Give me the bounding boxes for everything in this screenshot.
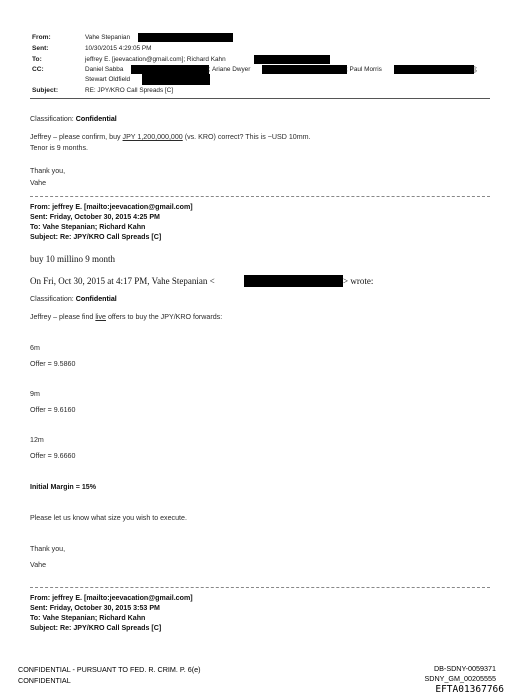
confirm-text: Jeffrey – please confirm, buy <box>30 133 123 141</box>
classification-value: Confidential <box>75 295 117 303</box>
bates-number-efta: EFTA01367766 <box>435 684 504 695</box>
forward-from: From: jeffrey E. [mailto:jeevacation@gmail.com] <box>30 594 193 602</box>
message-divider <box>30 587 490 588</box>
classification-label: Classification: <box>30 295 74 303</box>
offer-tenor: 6m <box>30 344 40 352</box>
sent-value: 10/30/2015 4:29:05 PM <box>85 45 152 52</box>
redaction-bar <box>254 55 330 64</box>
redaction-bar <box>142 74 210 85</box>
reply-body: buy 10 millino 9 month <box>30 254 116 264</box>
redaction-bar <box>138 33 233 42</box>
offer-value: Offer = 9.6160 <box>30 406 76 414</box>
quote-line <box>30 276 215 286</box>
redaction-bar <box>131 65 209 74</box>
forward-sent: Sent: Friday, October 30, 2015 4:25 PM <box>30 213 160 221</box>
forward-subject: Subject: Re: JPY/KRO Call Spreads [C] <box>30 233 162 241</box>
to-value: jeffrey E. [jeevacation@gmail.com]; Richard Kahn <box>85 56 226 63</box>
offer-tenor: 9m <box>30 390 40 398</box>
quote-tail: > wrote: <box>343 276 374 286</box>
classification-value: Confidential <box>75 115 117 123</box>
redaction-bar <box>394 65 474 74</box>
confirm-text-tail: (vs. KRO) correct? This is ~USD 10mm. <box>182 133 311 141</box>
forward-sent: Sent: Friday, October 30, 2015 3:53 PM <box>30 604 160 612</box>
footer-confidential-rule: CONFIDENTIAL - PURSUANT TO FED. R. CRIM. P. 6(e) <box>18 665 201 674</box>
message-divider <box>30 196 490 197</box>
amount-text: JPY 1,200,000,000 <box>122 133 183 141</box>
classification-label: Classification: <box>30 115 74 123</box>
forward-to: To: Vahe Stepanian; Richard Kahn <box>30 223 146 231</box>
cc-value-a: Daniel Sabba <box>85 66 124 73</box>
bates-number-db: DB-SDNY-0059371 <box>433 664 496 673</box>
initial-margin: Initial Margin = 15% <box>30 483 97 491</box>
sent-label: Sent: <box>32 45 49 52</box>
offer-value: Offer = 9.6660 <box>30 452 76 460</box>
from-value: Vahe Stepanian <box>85 34 131 41</box>
tenor-line: Tenor is 9 months. <box>30 144 88 152</box>
cc-label: CC: <box>32 66 44 73</box>
subject-label: Subject: <box>32 87 59 94</box>
forward-to: To: Vahe Stepanian; Richard Kahn <box>30 614 146 622</box>
redaction-bar <box>262 65 347 74</box>
thanks-text: Thank you, <box>30 545 66 553</box>
from-label: From: <box>32 34 51 41</box>
intro-line <box>30 313 222 321</box>
cc-value-e: Stewart Oldfield <box>85 76 131 83</box>
footer-confidential: CONFIDENTIAL <box>18 676 71 685</box>
header-divider <box>30 98 490 99</box>
classification-line <box>30 295 117 303</box>
bates-number-sdny: SDNY_GM_00205555 <box>424 674 496 683</box>
quote-text: On Fri, Oct 30, 2015 at 4:17 PM, Vahe Stepanian < <box>30 276 215 286</box>
subject-value: RE: JPY/KRO Call Spreads [C] <box>85 87 174 94</box>
intro-live: live <box>95 313 106 321</box>
forward-subject: Subject: Re: JPY/KRO Call Spreads [C] <box>30 624 162 632</box>
cc-value-b: ]; Ariane Dwyer <box>207 66 251 73</box>
confirm-line <box>30 133 311 141</box>
signature: Vahe <box>30 179 47 187</box>
intro-text: Jeffrey – please find <box>30 313 96 321</box>
cc-value-d: ]; <box>474 66 478 73</box>
to-label: To: <box>32 56 42 63</box>
cc-value-c: ; Paul Morris <box>346 66 382 73</box>
execute-ask: Please let us know what size you wish to execute. <box>30 514 187 522</box>
intro-tail: offers to buy the JPY/KRO forwards: <box>106 313 223 321</box>
forward-from: From: jeffrey E. [mailto:jeevacation@gmail.com] <box>30 203 193 211</box>
redaction-bar <box>244 275 343 287</box>
classification-line <box>30 115 117 123</box>
signature: Vahe <box>30 561 47 569</box>
thanks-text: Thank you, <box>30 167 66 175</box>
offer-value: Offer = 9.5860 <box>30 360 76 368</box>
offer-tenor: 12m <box>30 436 44 444</box>
